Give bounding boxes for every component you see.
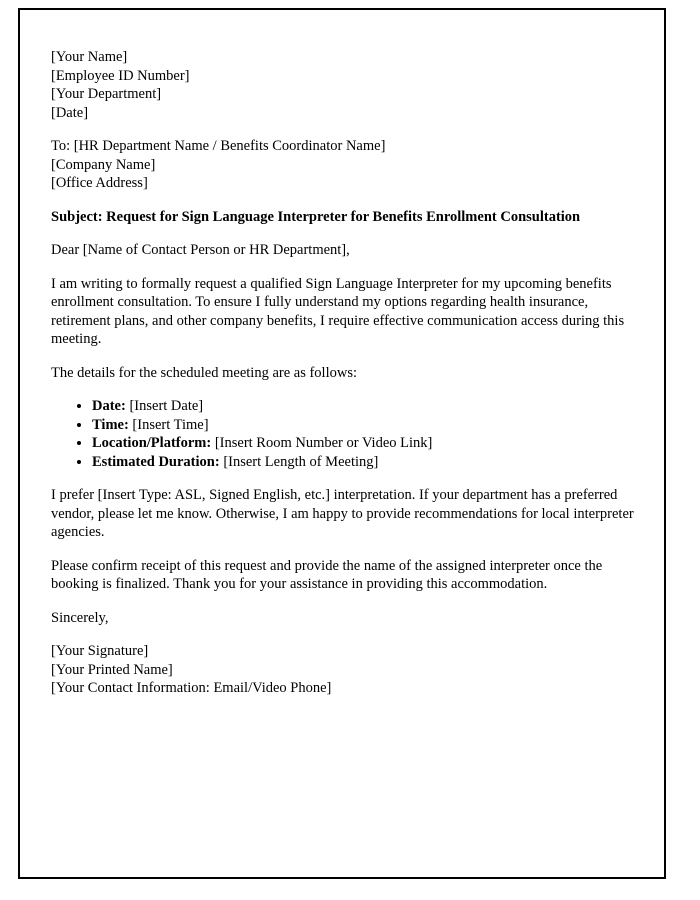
paragraph-details-intro: The details for the scheduled meeting are as follows: xyxy=(51,364,358,381)
sender-employee-id-line: [Employee ID Number] xyxy=(51,67,190,84)
sender-department-line: [Your Department] xyxy=(51,86,162,102)
paragraph-preference: I prefer [Insert Type: ASL, Signed English, etc.] interpretation. If your department has a preferred vendor, please let me know. Otherwise, I am happy to provide recommendations for local interpreter agencies. xyxy=(51,487,634,540)
bullet-duration-value: [Insert Length of Meeting] xyxy=(223,453,379,470)
bullet-location-value: [Insert Room Number or Video Link] xyxy=(214,435,433,451)
salutation: Dear [Name of Contact Person or HR Department], xyxy=(51,242,350,258)
bullet-time-value: [Insert Time] xyxy=(132,416,209,433)
bullet-location-label: Location/Platform: xyxy=(92,435,212,451)
bullet-date xyxy=(92,397,636,416)
bullet-location xyxy=(92,434,636,453)
printed-name-line: [Your Printed Name] xyxy=(51,661,173,678)
contact-info-line: [Your Contact Information: Email/Video Phone] xyxy=(51,680,332,696)
meeting-details-list xyxy=(51,397,636,471)
sender-block xyxy=(51,48,636,122)
sender-name-line: [Your Name] xyxy=(51,49,128,65)
recipient-to-line: To: [HR Department Name / Benefits Coordinator Name] xyxy=(51,138,386,154)
recipient-address-line: [Office Address] xyxy=(51,175,148,191)
signature-line: [Your Signature] xyxy=(51,643,149,659)
bullet-date-value: [Insert Date] xyxy=(129,398,204,414)
signature-block xyxy=(51,642,636,698)
closing: Sincerely, xyxy=(51,609,109,626)
bullet-date-label: Date: xyxy=(92,398,126,414)
bullet-duration-label: Estimated Duration: xyxy=(92,453,220,470)
letter-page xyxy=(18,8,666,879)
subject-line: Subject: Request for Sign Language Interpreter for Benefits Enrollment Consultation xyxy=(51,208,581,225)
recipient-company-line: [Company Name] xyxy=(51,156,156,173)
paragraph-confirmation: Please confirm receipt of this request and provide the name of the assigned interpreter once the booking is finalized. Thank you for your assistance in providing this accommodation. xyxy=(51,557,603,592)
bullet-duration xyxy=(92,453,636,472)
bullet-time-label: Time: xyxy=(92,416,129,433)
recipient-block xyxy=(51,137,636,193)
bullet-time xyxy=(92,416,636,435)
paragraph-request: I am writing to formally request a qualified Sign Language Interpreter for my upcoming benefits enrollment consultation. To ensure I fully understand my options regarding health insurance, retirement plans, and other company benefits, I require effective communication access during this meeting. xyxy=(51,275,625,347)
sender-date-line: [Date] xyxy=(51,104,89,121)
